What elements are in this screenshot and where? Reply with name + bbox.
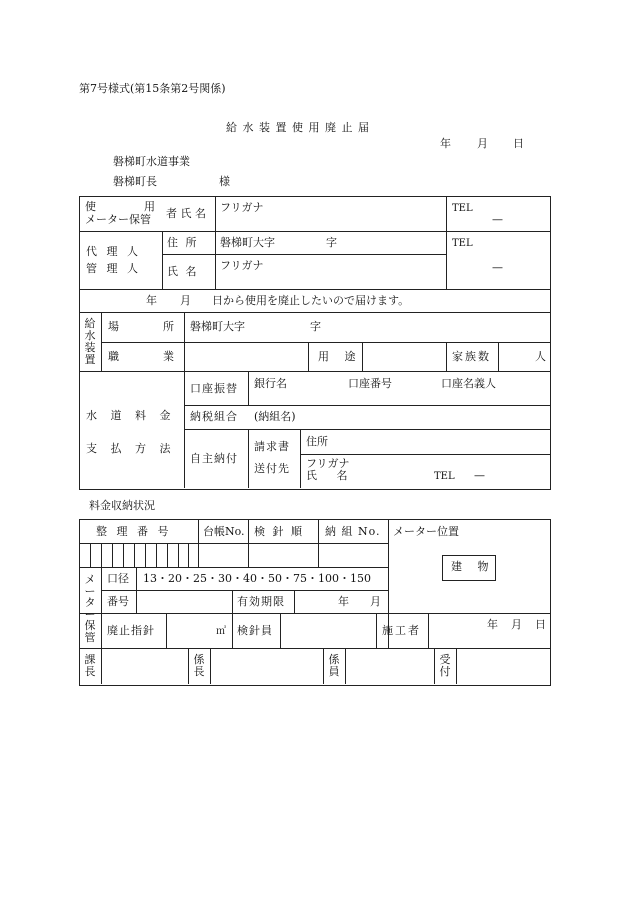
agent-name-label: 氏 名	[167, 265, 199, 278]
fee-section-title: 料金収納状況	[89, 499, 155, 512]
agent-furigana: フリガナ	[220, 259, 264, 272]
bore-values: 13・20・25・30・40・50・75・100・150	[143, 572, 371, 585]
addressee-1: 磐梯町水道事業	[113, 155, 190, 168]
fee-table	[79, 519, 551, 686]
date-month: 月	[477, 137, 488, 150]
contractor-day: 日	[535, 618, 546, 631]
meter-order-label: 検 針 順	[254, 525, 304, 538]
contractor-month: 月	[511, 618, 522, 631]
form-title: 給 水 装 置 使 用 廃 止 届	[226, 121, 370, 134]
agent-aza: 字	[326, 236, 337, 249]
place-aza: 字	[310, 320, 321, 333]
approval-staff: 係員	[328, 653, 340, 678]
approval-receipt: 受付	[439, 653, 451, 678]
bill-tel: TEL	[434, 471, 455, 482]
agent-label-1: 代 理 人	[86, 245, 141, 258]
building-label: 建 物	[451, 560, 495, 573]
meter-pos-label: メーター位置	[393, 525, 459, 538]
number-label: 番号	[107, 595, 129, 608]
notice-year: 年	[146, 294, 157, 307]
place-value: 磐梯町大字	[190, 320, 245, 333]
payment-label-1: 水 道 料 金	[86, 409, 176, 422]
form-number: 第7号様式(第15条第2号関係)	[79, 82, 226, 95]
user-label-bottom: メーター保管	[85, 213, 151, 226]
notice-text: 日から使用を廃止したいので届けます。	[212, 294, 410, 307]
user-furigana: フリガナ	[220, 201, 264, 214]
date-day: 日	[513, 137, 524, 150]
contractor-year: 年	[487, 618, 498, 631]
self-label: 自主納付	[190, 452, 238, 465]
agent-addr-label: 住 所	[167, 236, 199, 249]
agent-addr-value: 磐梯町大字	[220, 236, 275, 249]
validity-year: 年	[338, 595, 349, 608]
place-label: 場 所	[108, 320, 174, 333]
bill-furigana: フリガナ	[306, 457, 350, 470]
group-no-label: 納 組 No.	[325, 525, 381, 538]
agent-tel-dash: —	[492, 261, 503, 274]
user-tel-dash: —	[492, 213, 503, 226]
account-holder: 口座名義人	[441, 377, 496, 390]
ledger-no-label: 台帳No.	[203, 525, 245, 538]
use-label: 用 途	[318, 350, 362, 363]
user-label-name: 者 氏 名	[166, 207, 206, 220]
bill-label-2: 送付先	[254, 462, 290, 475]
bill-label-1: 請求書	[254, 440, 290, 453]
family-label: 家族数	[452, 350, 491, 363]
payment-label-2: 支 払 方 法	[86, 442, 176, 455]
bill-addr: 住所	[306, 435, 328, 448]
honorific: 様	[219, 175, 230, 188]
reading-unit: ㎥	[216, 626, 226, 637]
date-year: 年	[440, 137, 451, 150]
addressee-2: 磐梯町長	[113, 175, 157, 188]
family-unit: 人	[535, 350, 546, 363]
mgmt-no-label: 整 理 番 号	[96, 525, 172, 538]
bore-label: 口径	[107, 572, 129, 585]
agent-label-2: 管 理 人	[86, 262, 141, 275]
tax-label: 納税組合	[190, 410, 238, 423]
validity-label: 有効期限	[237, 595, 285, 608]
user-tel: TEL	[452, 203, 473, 214]
transfer-label: 口座振替	[190, 382, 238, 395]
device-side-label: 給水装置	[84, 317, 96, 366]
notice-month: 月	[180, 294, 191, 307]
tax-name: (納組名)	[254, 410, 296, 423]
bank-label: 銀行名	[254, 377, 287, 390]
account-no: 口座番号	[348, 377, 392, 390]
bill-tel-dash: —	[474, 469, 485, 482]
job-label: 職 業	[108, 350, 174, 363]
user-label-top: 使 用	[85, 200, 155, 213]
approval-chief: 課長	[84, 653, 96, 678]
approval-section-head: 係長	[193, 653, 205, 678]
agent-tel: TEL	[452, 238, 473, 249]
reading-label: 廃止指針	[107, 624, 155, 637]
meter-side-label: メーター保管	[84, 573, 96, 644]
validity-month: 月	[370, 595, 381, 608]
bill-name: 氏 名	[306, 469, 356, 482]
contractor-label: 施工者	[382, 624, 421, 637]
reader-label: 検針員	[237, 624, 273, 637]
